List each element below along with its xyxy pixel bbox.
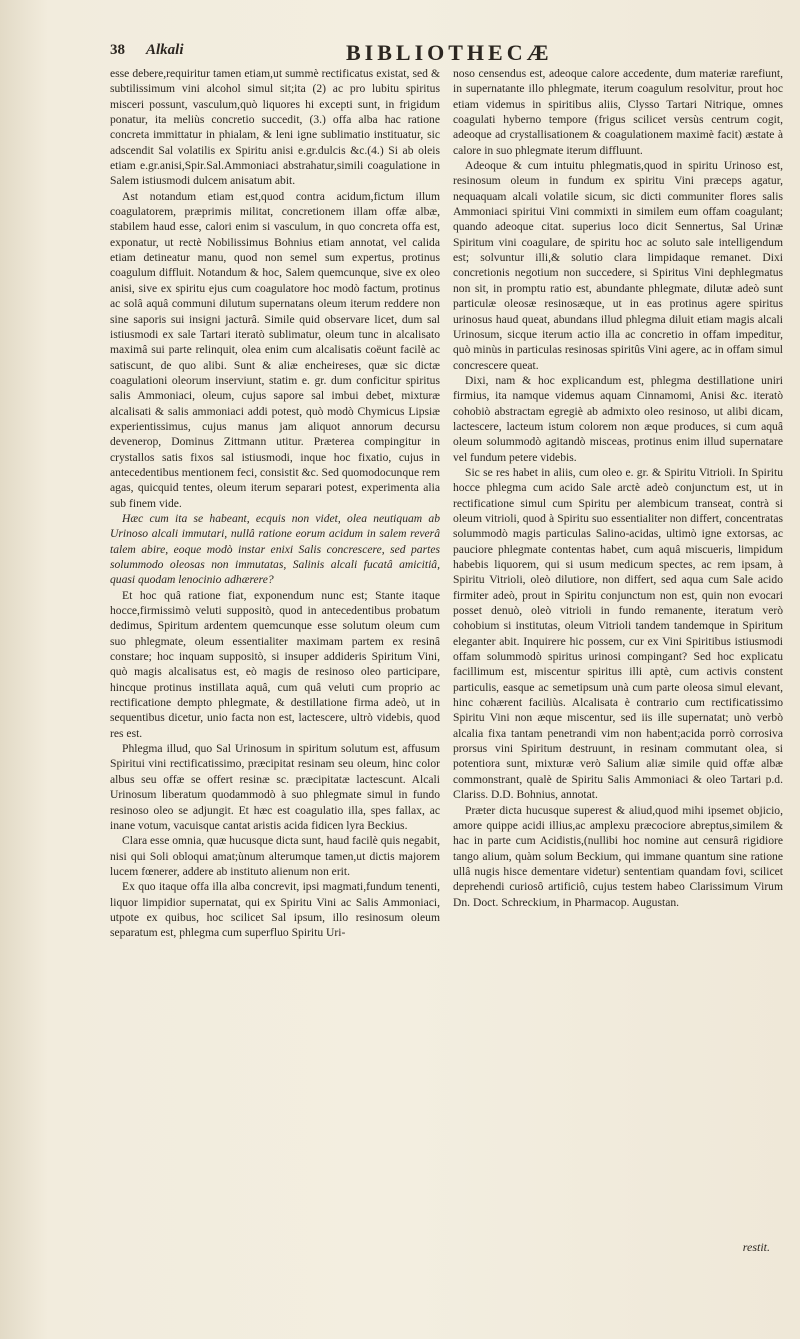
paragraph: Ast notandum etiam est,quod contra acidum,fictum illum coagulatorem, præprimis militat, concretionem illam offæ albæ, stabilem haud esse, calori enim si vasculum, in quo concreta offa est, exponatur, ut rectè Nobilissimus Bohnius etiam annotat, vel calida etiam detineatur manu, quod non semel sum expertus, protinus coagulum diffluit. Notandum & hoc, Salem quemcunque, sive ex oleo anisi, sive ex spiritu ejus cum coagulatore hoc modò factum, protinus ac solâ aquâ communi dilutum supernatans oleum iterum reddere non sine saporis sui insigni jacturâ. Simile quid observare licet, dum sal istiusmodi ex sale Tartari iteratò sublimatur, oleum tunc in alcalisato maximâ sui parte relinquit, olea enim cum alcalisatis coëunt facilè ac satiscunt, de quo alibi. Sunt & aliæ encheireses, quæ sic dictæ coagulationi oleorum inserviunt, statim e. gr. dum conficitur spiritus salis Ammoniaci, oleum, cujus sapore sal imbui debet, mixturæ alcalisati & salis ammoniaci addi potest, quò modò Chymicus Lipsiæ experientissimus, cujus manus jam aliquot annorum decursu devenerор, Dominus Zittmann utitur. Præterea compingitur in crystallos satis fixos sal istiusmodi, inque hoc fixatio, cujus in antecedentibus mentionem feci, consistit &c. Sed quomodocunque rem agas, quicquid tentes, oleum iterum separari potest, experimenta alia sub finem vide. [110,189,441,510]
left-column [110,66,440,941]
italic-paragraph: Hæc cum ita se habeant, ecquis non videt, olea neutiquam ab Urinoso alcali immutari, nullâ ratione eorum acidum in salem reverâ talem abire, eoque modò instar enixi Salis concrescere, sed partes solummodo oleosas non immutatas, Salinis alcali fucatâ amicitiâ, quasi quodam lenocinio adhærere? [110,511,440,587]
paragraph: Et hoc quâ ratione fiat, exponendum nunc est; Stante itaque hocce,firmissimò veluti suppositò, quod in antecedentibus probatum dedimus, Spiritum ardentem quemcunque esse solutum oleum cum suo phlegmate, oleum essentialiter maximam partem ex resinâ constare; hoc inquam suppositò, si insuper addideris Spiritum Vini, quò magis alcalisatus est, eò magis de resinoso oleo participare, hincque protinus instillata aquâ, cum quâ veluti cum proprio ac rectificatione dempto phlegmate, & destillatione firma adeò, ut in sequentibus dicetur, unio facta non est, lactescere, ultrò videbis, quod res est. [110,588,440,740]
paragraph: Adeoque & cum intuitu phlegmatis,quod in spiritu Urinoso est, resinosum oleum in fundum ex spiritu Vini præceps agatur, nequaquam alcali volatile sicum, sic dicti communiter flores salis Ammoniaci spiritui Vini commixti in similem eum offam coagulant; quando adeoque citat. superius loco dicit Sennertus, Sal Urinæ Spiritum vini coagulare, de spiritu hoc ac soluto sale intelligendum est; solvuntur illi,& solutio clara limpidaque remanet. Dixi concretionis negotium non succedere, si Spiritus Vini dephlegmatus non sit, in promptu ratio est, abundante phlegmate, dilutæ adeò sunt particulæ oleosæ resinosæque, ut in eas protinus agere spiritus urinosus haud queat, abundans illud phlegma diluit etiam magis alcali Urinosum, sicque iterum actio illa ac concretio in offam impeditur, quò minùs in particulas resinosas spiritûs Vini agere, ac in offam simul concrescere queat. [453,159,783,372]
paragraph: Dixi, nam & hoc explicandum est, phlegma destillatione uniri firmius, ita namque videmus aquam Cinnamomi, Anisi &c. iteratò cohobiò abstractam egregiè ab admixto oleo resinoso, ut alibi dicam, lactescere, lacteum istum colorem non æque produces, si cum aquâ oleum solummodò agitandò misceas, protinus enim illud supernatare vel fundum petere videbis. [453,373,783,464]
paragraph: Sic se res habet in aliis, cum oleo e. gr. & Spiritu Vitrioli. In Spiritu hocce phlegma cum acido Sale arctè adeò conjunctum est, ut in rectificatione simul cum Spiritu per alembicum transeat, contrà si oleum vitrioli, quod à Spiritu suo essentialiter non differt, concentratas solummodò magis particulas Salino-acidas, ultimò igne extorsas, ac pauciore phlegmate contentas habet, cum aquâ miscueris, limpidum habebis liquorem, qui si usum medicum spectes, ac rem ipsam, à Spiritu Vitrioli, oleò dilutiore, non differt, sed aqua cum Sale acido firmiter adeò, prout in Spiritu conjunctum non est, quin non evocari posset denuò, oleò vitrioli in fundo remanente, iteratum verò cohobium si institutas, oleum Vitrioli tandem tandemque in Spiritum eleganter abit. Inquirere hic possem, cur ex Vini Spiritibus istiusmodi offam solummodò spiritus urinosi compingant? Sed hoc explicatu facillimum est, miscentur spiritus illi aptè, cum activis constent particulis, easque ac semetipsum unà cum parte oleosa simul elevant, hinc cohærent faciliùs. Alcalisata è contrario cum rectificatissimo Spiritu Vini non æque miscentur, sed iis ille supernatat; unò verbò alcalia fixa tantam penetrandi vim non habent;acida porrò corrosiva prorsus vini Spiritum destruunt, in resinam commutant olea, si potentiora sunt, mixturæ verò Salium aliæ simile quid offæ albæ commonstrant, qualè de Spiritu Salis Ammoniaci & oleo Tartari p.d. Clariss. D.D. Bohnius, annotat. [453,465,783,802]
page-number: 38 [110,42,125,58]
catchword: restit. [742,1240,770,1254]
paragraph: noso censendus est, adeoque calore accedente, dum materiæ rarefiunt, in supernatante illo phlegmate, iterum coagulum resolvitur, prout hoc etiam videmus in spiritibus aliis, Clysso Tartari Nitrique, omnes coagulati hyberno tempore (frigus scilicet versùs centrum cogit, adeoque ad crystallisationem & coagulationem maximè facit) æstate à calore in suo phlegmate iterum diffluunt. [453,67,783,157]
right-column [453,66,783,910]
paragraph: Clara esse omnia, quæ hucusque dicta sunt, haud facilè quis negabit, nisi qui Soli obloqui amat;ùnum alterumque tamen,ut dictis majorem lucem fœnerer, addere ab instituto alienum non erit. [110,834,440,878]
paragraph: Phlegma illud, quo Sal Urinosum in spiritum solutum est, affusum Spiritui vini rectificatissimo, præcipitat resinam seu oleum, hinc color albus seu offæ se offert resinæ sc. præcipitatæ lactescunt. Alcali Urinosum liberatum quodammodò à suo phlegmate simul in fundo resinoso oleo se adjungit. Et hæc est coagulatio illa, spes fallax, ac inane votum, vacuisque cantat aristis acida fidicen lyra Beckius. [110,742,440,832]
paragraph: Ex quo itaque offa illa alba concrevit, ipsi magmati,fundum tenenti, liquor limpidior supernatat, qui ex Spiritu Vini ac Salis Ammoniaci, utpote ex quibus, hoc scilicet Sal ipsum, illo resinosum oleum separatum est, phlegma cum superfluo Spiritu Uri- [110,880,440,940]
running-title: BIBLIOTHECÆ [346,40,553,65]
paragraph: esse debere,requiritur tamen etiam,ut summè rectificatus existat, sed & subtilissimum vini alcohol simul sit;ita (2) ac pro lubitu spiritus misceri possunt, vasculum,quò liquores hi excepti sunt, in frigidum ponatur, ita meliùs concretio succedit, (3.) offa alba hac ratione concreta immittatur in phialam, & leni igne sublimatio instituatur, sic adscendit Sal volatilis ex Spiritu anisi e.gr.dulcis &c.(4.) Si ab oleis etiam e.gr.anisi,Spir.Sal.Ammoniaci abstrahatur,simili coagulatione in Salem istiusmodi dulcem anisatum abit. [110,67,440,188]
header-keyword: Alkali [146,42,184,58]
paragraph: Præter dicta hucusque superest & aliud,quod mihi ipsemet objicio, amore quippe acidi illius,ac amplexu præcociore abreptus,similem & hac in parte cum Acidistis,(nullibi hoc nomine aut censurâ rigidiore tango alium, quàm solum Beckium, qui immane quantum sine ratione ullâ nugis hisce dementare videtur) sententiam quandam fovi, scilicet deprehendi curiosô artificiô, cujus testem habeo Clarissimum Virum Dn. Doct. Schreckium, in Pharmacop. Augustan. [453,803,783,909]
